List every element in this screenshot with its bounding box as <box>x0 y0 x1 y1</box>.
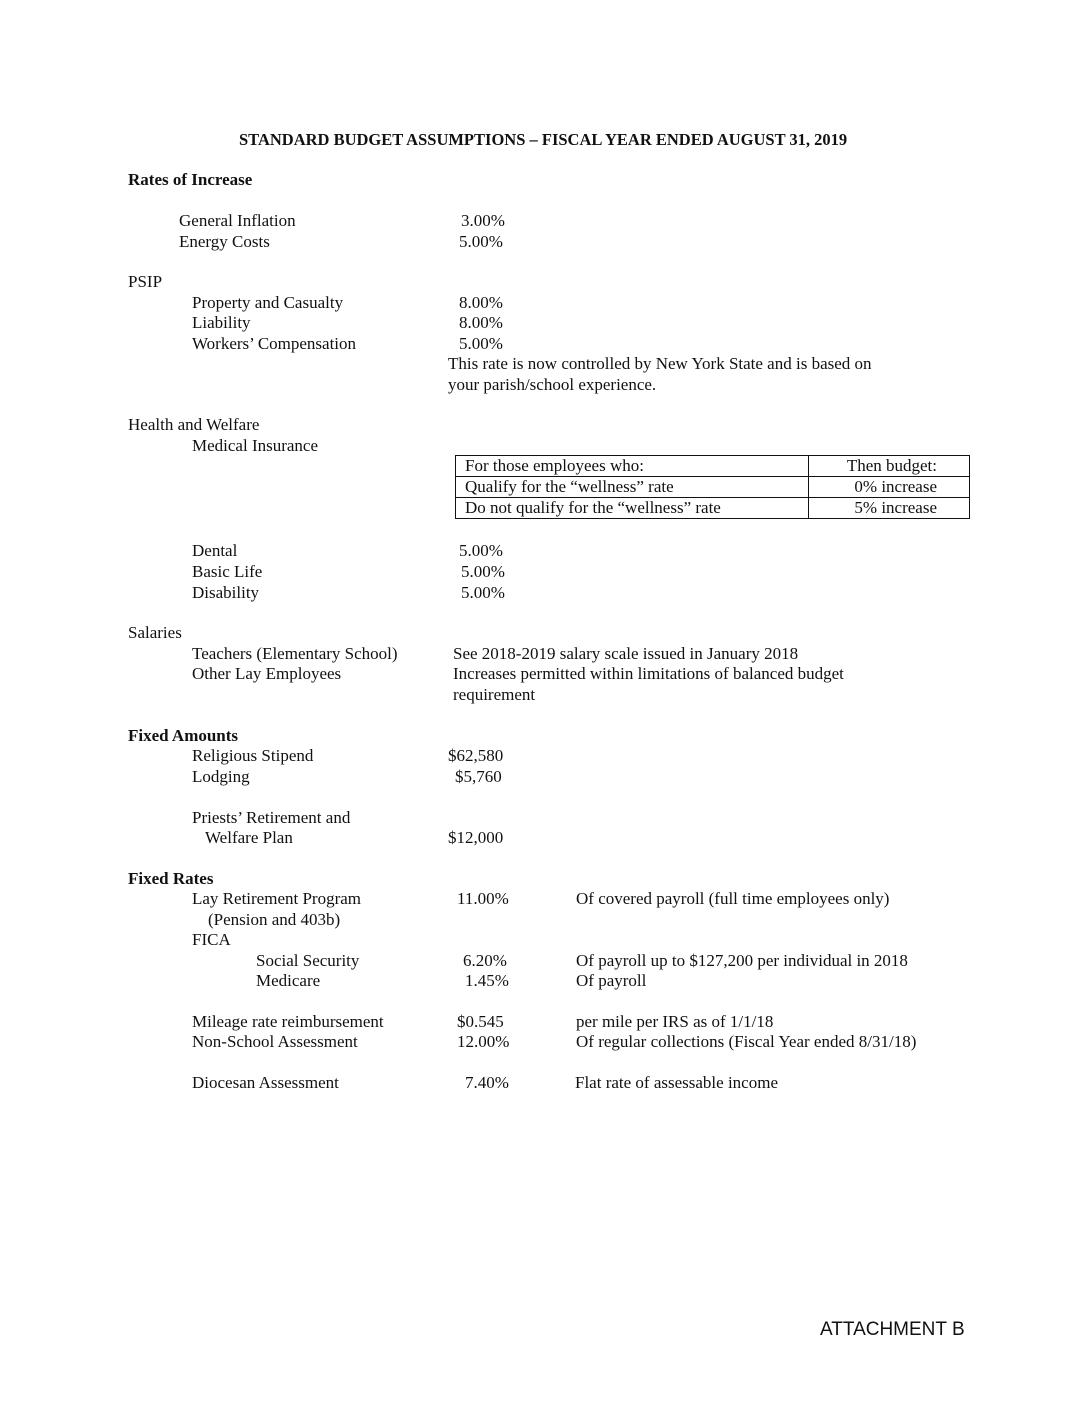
liability-value: 8.00% <box>459 313 503 332</box>
social-security-label: Social Security <box>256 951 360 970</box>
priests-retirement-label-line2: Welfare Plan <box>205 828 293 847</box>
table-cell: 5% increase <box>809 498 970 519</box>
priests-retirement-value: $12,000 <box>448 828 504 847</box>
dental-value: 5.00% <box>459 541 503 560</box>
section-heading-psip: PSIP <box>128 272 163 291</box>
general-inflation-value: 3.00% <box>461 211 505 230</box>
teachers-value: See 2018-2019 salary scale issued in January 2018 <box>453 644 799 663</box>
diocesan-label: Diocesan Assessment <box>192 1073 339 1092</box>
non-school-note: Of regular collections (Fiscal Year ended 8/31/18) <box>576 1032 917 1051</box>
table-header-cell: Then budget: <box>809 456 970 477</box>
section-heading-fixed-amounts: Fixed Amounts <box>128 726 239 745</box>
lay-retirement-value: 11.00% <box>457 889 509 908</box>
medicare-value: 1.45% <box>465 971 509 990</box>
social-security-note: Of payroll up to $127,200 per individual in 2018 <box>576 951 908 970</box>
social-security-value: 6.20% <box>463 951 507 970</box>
mileage-label: Mileage rate reimbursement <box>192 1012 384 1031</box>
medical-insurance-table <box>455 455 970 519</box>
lodging-label: Lodging <box>192 767 250 786</box>
workers-comp-label: Workers’ Compensation <box>192 334 357 353</box>
other-lay-value-line1: Increases permitted within limitations of balanced budget <box>453 664 844 683</box>
energy-costs-value: 5.00% <box>459 232 503 251</box>
basic-life-value: 5.00% <box>461 562 505 581</box>
teachers-label: Teachers (Elementary School) <box>192 644 398 663</box>
workers-comp-note-line1: This rate is now controlled by New York State and is based on <box>448 354 872 373</box>
table-cell: 0% increase <box>809 477 970 498</box>
diocesan-note: Flat rate of assessable income <box>575 1073 778 1092</box>
lay-retirement-label-line2: (Pension and 403b) <box>208 910 341 929</box>
medical-insurance-label: Medical Insurance <box>192 436 319 455</box>
non-school-label: Non-School Assessment <box>192 1032 358 1051</box>
property-casualty-label: Property and Casualty <box>192 293 344 312</box>
liability-label: Liability <box>192 313 251 332</box>
disability-label: Disability <box>192 583 260 602</box>
workers-comp-note-line2: your parish/school experience. <box>448 375 657 394</box>
section-heading-health-welfare: Health and Welfare <box>128 415 260 434</box>
basic-life-label: Basic Life <box>192 562 263 581</box>
section-heading-fixed-rates: Fixed Rates <box>128 869 214 888</box>
other-lay-label: Other Lay Employees <box>192 664 342 683</box>
section-heading-salaries: Salaries <box>128 623 182 642</box>
general-inflation-label: General Inflation <box>179 211 296 230</box>
section-heading-rates-of-increase: Rates of Increase <box>128 170 253 189</box>
fica-label: FICA <box>192 930 231 949</box>
dental-label: Dental <box>192 541 238 560</box>
energy-costs-label: Energy Costs <box>179 232 270 251</box>
property-casualty-value: 8.00% <box>459 293 503 312</box>
table-cell: Do not qualify for the “wellness” rate <box>456 498 809 519</box>
lay-retirement-label-line1: Lay Retirement Program <box>192 889 362 908</box>
other-lay-value-line2: requirement <box>453 685 536 704</box>
lodging-value: $5,760 <box>455 767 502 786</box>
religious-stipend-value: $62,580 <box>448 746 504 765</box>
table-row <box>456 477 970 498</box>
table-row <box>456 498 970 519</box>
mileage-value: $0.545 <box>457 1012 504 1031</box>
table-cell: Qualify for the “wellness” rate <box>456 477 809 498</box>
medicare-note: Of payroll <box>576 971 647 990</box>
non-school-value: 12.00% <box>457 1032 510 1051</box>
medicare-label: Medicare <box>256 971 321 990</box>
diocesan-value: 7.40% <box>465 1073 509 1092</box>
mileage-note: per mile per IRS as of 1/1/18 <box>576 1012 774 1031</box>
religious-stipend-label: Religious Stipend <box>192 746 314 765</box>
lay-retirement-note: Of covered payroll (full time employees only) <box>576 889 890 908</box>
disability-value: 5.00% <box>461 583 505 602</box>
page-title: STANDARD BUDGET ASSUMPTIONS – FISCAL YEAR ENDED AUGUST 31, 2019 <box>239 130 848 149</box>
workers-comp-value: 5.00% <box>459 334 503 353</box>
priests-retirement-label-line1: Priests’ Retirement and <box>192 808 351 827</box>
attachment-label: ATTACHMENT B <box>820 1319 965 1340</box>
table-header-cell: For those employees who: <box>456 456 809 477</box>
table-header-row <box>456 456 970 477</box>
